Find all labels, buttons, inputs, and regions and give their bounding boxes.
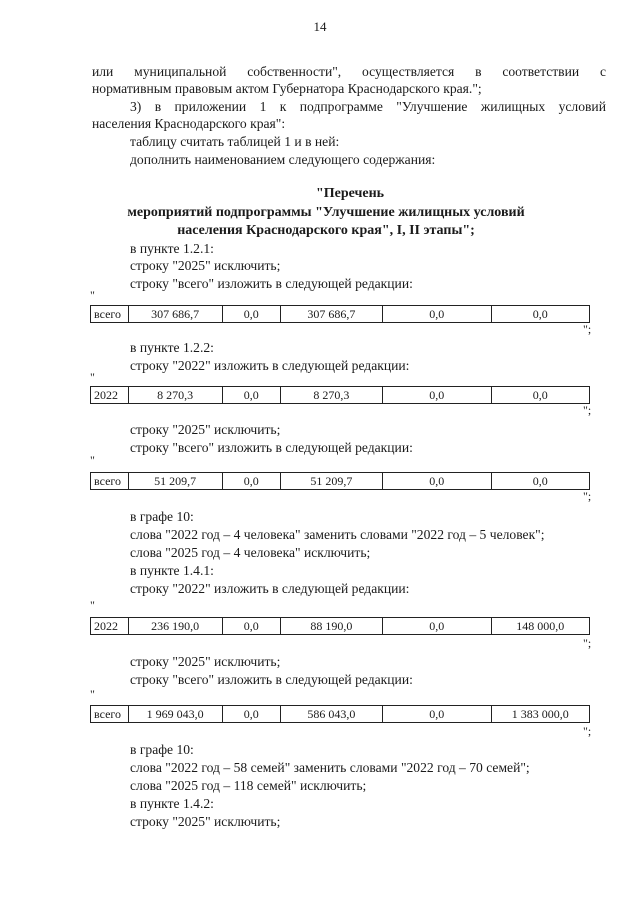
table-cell: 0,0 (222, 618, 280, 635)
paragraph-line: 3) в приложении 1 к подпрограмме "Улучшение жилищных условий (130, 99, 606, 114)
table-cell: 88 190,0 (280, 618, 382, 635)
paragraph-line: таблицу считать таблицей 1 и в ней: (130, 134, 340, 149)
table-cell: 0,0 (383, 473, 492, 490)
data-table-row (90, 386, 590, 404)
item-heading: в графе 10: (130, 509, 194, 524)
instruction-line: строку "2022" изложить в следующей редакции: (130, 581, 410, 596)
table-cell: 0,0 (491, 387, 589, 404)
table-cell: 0,0 (491, 473, 589, 490)
table-cell: 586 043,0 (280, 706, 382, 723)
table-cell: 0,0 (222, 706, 280, 723)
table-cell: 51 209,7 (128, 473, 222, 490)
table-cell: всего (91, 706, 129, 723)
instruction-line: строку "всего" изложить в следующей редакции: (130, 440, 413, 455)
section-title: "Перечень (315, 186, 385, 201)
item-heading: в пункте 1.2.1: (130, 241, 214, 256)
table-cell: 0,0 (491, 306, 589, 323)
table-cell: 0,0 (383, 618, 492, 635)
data-table-row (90, 305, 590, 323)
table-cell: 8 270,3 (280, 387, 382, 404)
item-heading: в пункте 1.4.2: (130, 796, 214, 811)
instruction-line: слова "2025 год – 118 семей" исключить; (130, 778, 367, 793)
paragraph-line: населения Краснодарского края": (92, 116, 286, 131)
data-table-row (90, 705, 590, 723)
table-cell: 2022 (91, 387, 129, 404)
table-cell: 307 686,7 (128, 306, 222, 323)
open-quote: " (90, 453, 95, 467)
instruction-line: строку "2022" изложить в следующей редакции: (130, 358, 410, 373)
table-cell: 0,0 (222, 473, 280, 490)
table-cell: 148 000,0 (491, 618, 589, 635)
close-quote: "; (583, 403, 592, 417)
table-cell: 51 209,7 (280, 473, 382, 490)
close-quote: "; (583, 322, 592, 336)
close-quote: "; (583, 489, 592, 503)
item-heading: в пункте 1.4.1: (130, 563, 214, 578)
table-cell: 8 270,3 (128, 387, 222, 404)
table-cell: 2022 (91, 618, 129, 635)
instruction-line: слова "2025 год – 4 человека" исключить; (130, 545, 371, 560)
paragraph-line: дополнить наименованием следующего содержания: (130, 152, 436, 167)
table-cell: 0,0 (222, 306, 280, 323)
paragraph-line: или муниципальной собственности", осуществляется в соответствии с (92, 64, 606, 79)
data-table-row (90, 472, 590, 490)
table-cell: 0,0 (383, 706, 492, 723)
table-cell: 236 190,0 (128, 618, 222, 635)
instruction-line: строку "2025" исключить; (130, 654, 281, 669)
data-table-row (90, 617, 590, 635)
instruction-line: строку "2025" исключить; (130, 422, 281, 437)
table-cell: 1 969 043,0 (128, 706, 222, 723)
item-heading: в графе 10: (130, 742, 194, 757)
section-title: населения Краснодарского края", I, II этапы"; (177, 223, 475, 238)
instruction-line: строку "2025" исключить; (130, 814, 281, 829)
instruction-line: слова "2022 год – 58 семей" заменить словами "2022 год – 70 семей"; (130, 760, 530, 775)
section-title: мероприятий подпрограммы "Улучшение жилищных условий (127, 205, 525, 220)
close-quote: "; (583, 724, 592, 738)
open-quote: " (90, 288, 95, 302)
table-cell: всего (91, 473, 129, 490)
instruction-line: строку "всего" изложить в следующей редакции: (130, 276, 413, 291)
table-cell: 1 383 000,0 (491, 706, 589, 723)
table-cell: всего (91, 306, 129, 323)
instruction-line: строку "2025" исключить; (130, 258, 281, 273)
close-quote: "; (583, 636, 592, 650)
table-cell: 0,0 (383, 306, 492, 323)
open-quote: " (90, 370, 95, 384)
table-cell: 0,0 (383, 387, 492, 404)
open-quote: " (90, 687, 95, 701)
paragraph-line: нормативным правовым актом Губернатора Краснодарского края."; (92, 81, 482, 96)
item-heading: в пункте 1.2.2: (130, 340, 214, 355)
instruction-line: слова "2022 год – 4 человека" заменить словами "2022 год – 5 человек"; (130, 527, 545, 542)
table-cell: 0,0 (222, 387, 280, 404)
table-cell: 307 686,7 (280, 306, 382, 323)
instruction-line: строку "всего" изложить в следующей редакции: (130, 672, 413, 687)
open-quote: " (90, 598, 95, 612)
page-number: 14 (313, 19, 327, 34)
